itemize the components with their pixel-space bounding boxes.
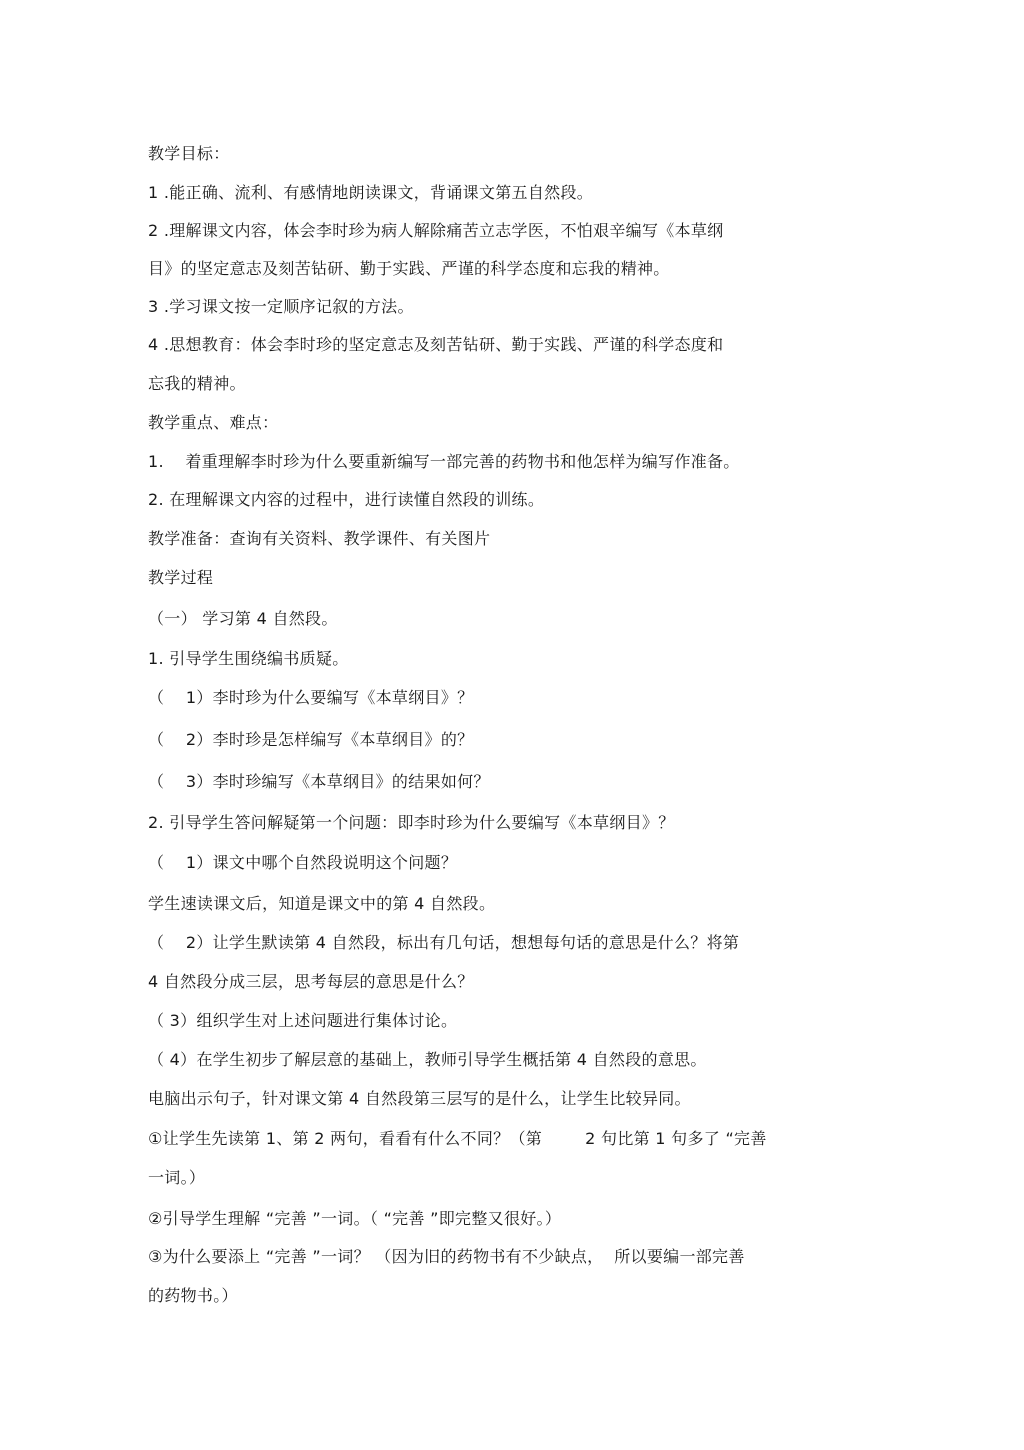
circle-item-1: ①让学生先读第 1、第 2 两句，看看有什么不同？（第 2 句比第 1 句多了 “完善 (148, 1129, 767, 1148)
goal-item-4-cont: 忘我的精神。 (148, 374, 246, 393)
computer-display-note: 电脑出示句子，针对课文第 4 自然段第三层写的是什么，让学生比较异同。 (148, 1089, 691, 1108)
goal-item-3: 3 .学习课文按一定顺序记叙的方法。 (148, 297, 414, 316)
circle-item-3-cont: 的药物书。） (148, 1286, 238, 1305)
goal-item-4: 4 .思想教育：体会李时珍的坚定意志及刻苦钻研、勤于实践、严谨的科学态度和 (148, 335, 724, 354)
step-2: 2. 引导学生答问解疑第一个问题：即李时珍为什么要编写《本草纲目》？ (148, 813, 675, 832)
question-1: （ 1）李时珍为什么要编写《本草纲目》？ (148, 688, 474, 707)
circle-item-3: ③为什么要添上 “完善 ”一词？ （因为旧的药物书有不少缺点， 所以要编一部完善 (148, 1247, 745, 1266)
sub-question-2-cont: 4 自然段分成三层，思考每层的意思是什么？ (148, 972, 474, 991)
goal-item-1: 1 .能正确、流利、有感情地朗读课文，背诵课文第五自然段。 (148, 183, 594, 202)
goal-item-2: 2 .理解课文内容，体会李时珍为病人解除痛苦立志学医，不怕艰辛编写《本草纲 (148, 221, 724, 240)
question-2: （ 2）李时珍是怎样编写《本草纲目》的？ (148, 730, 474, 749)
heading-teaching-goals: 教学目标： (148, 144, 230, 163)
question-3: （ 3）李时珍编写《本草纲目》的结果如何？ (148, 772, 490, 791)
teaching-preparation: 教学准备：查询有关资料、教学课件、有关图片 (148, 529, 491, 548)
circle-item-1-cont: 一词。） (148, 1168, 206, 1187)
sub-question-3: （ 3）组织学生对上述问题进行集体讨论。 (148, 1011, 458, 1030)
key-point-2: 2. 在理解课文内容的过程中，进行读懂自然段的训练。 (148, 490, 545, 509)
heading-key-points: 教学重点、难点： (148, 413, 279, 432)
heading-teaching-process: 教学过程 (148, 568, 214, 587)
sub-question-1: （ 1）课文中哪个自然段说明这个问题？ (148, 853, 458, 872)
sub-question-4: （ 4）在学生初步了解层意的基础上，教师引导学生概括第 4 自然段的意思。 (148, 1050, 707, 1069)
step-1: 1. 引导学生围绕编书质疑。 (148, 649, 349, 668)
student-answer: 学生速读课文后，知道是课文中的第 4 自然段。 (148, 894, 496, 913)
key-point-1: 1. 着重理解李时珍为什么要重新编写一部完善的药物书和他怎样为编写作准备。 (148, 452, 740, 471)
section-one-title: （一） 学习第 4 自然段。 (148, 609, 338, 628)
sub-question-2: （ 2）让学生默读第 4 自然段，标出有几句话，想想每句话的意思是什么？将第 (148, 933, 740, 952)
circle-item-2: ②引导学生理解 “完善 ”一词。（ “完善 ”即完整又很好。） (148, 1209, 562, 1228)
goal-item-2-cont: 目》的坚定意志及刻苦钻研、勤于实践、严谨的科学态度和忘我的精神。 (148, 259, 670, 278)
